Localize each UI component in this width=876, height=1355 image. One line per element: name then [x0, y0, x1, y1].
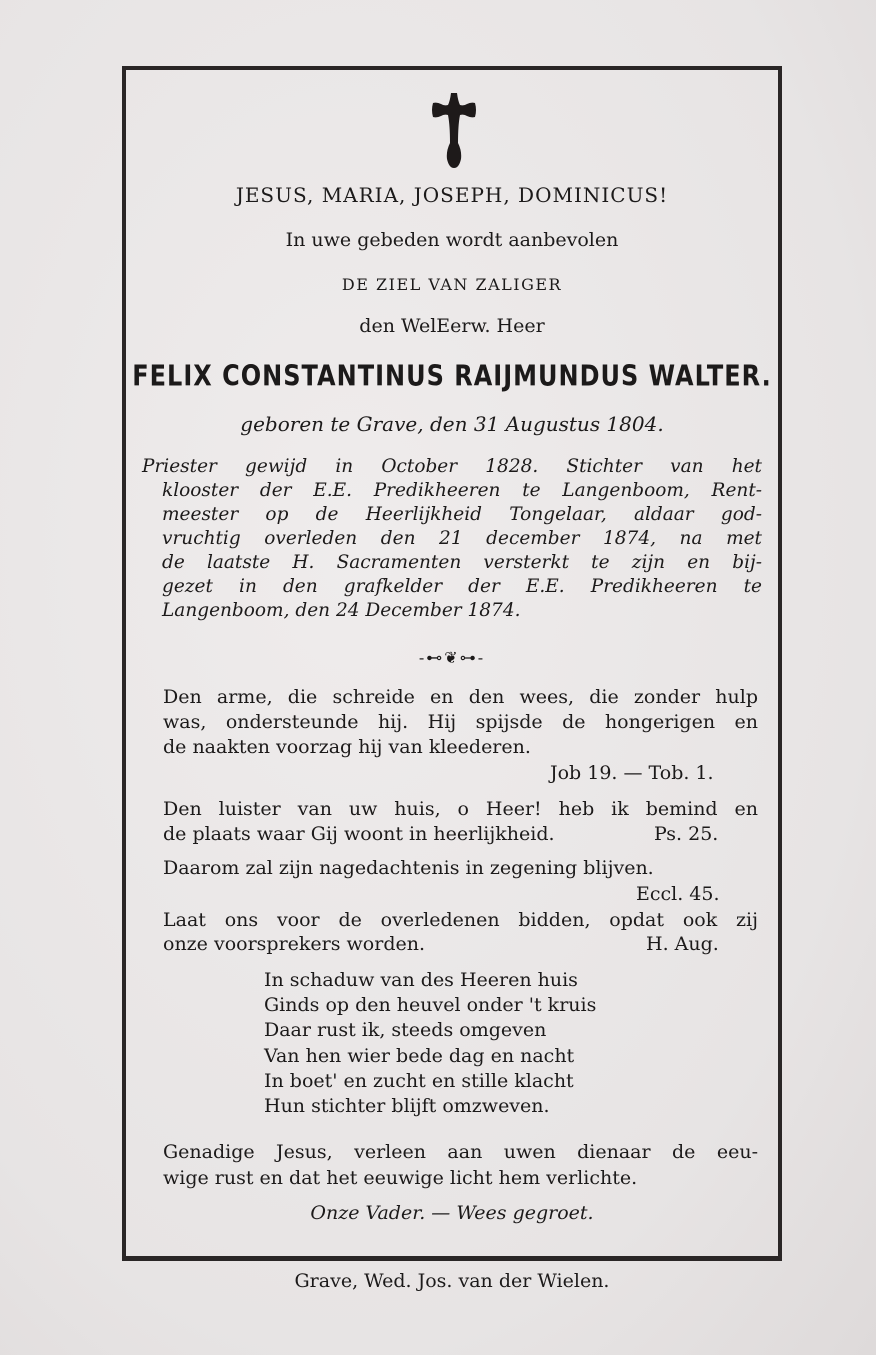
quote-line: de plaats waar Gij woont in heerlijkheid.	[163, 823, 555, 845]
clerical-title: den WelEerw. Heer	[359, 315, 545, 337]
bio-line: gezet in den grafkelder der E.E. Predikheeren te	[162, 576, 762, 597]
bio-line: meester op de Heerlijkheid Tongelaar, aldaar god-	[162, 504, 762, 525]
poem-line: Van hen wier bede dag en nacht	[264, 1045, 575, 1067]
quote-line: onze voorsprekers worden.	[163, 933, 426, 955]
quote-line: de naakten voorzag hij van kleederen.	[163, 736, 531, 758]
quote-line: Daarom zal zijn nagedachtenis in zegening blijven.	[163, 857, 654, 879]
quote-reference: Eccl. 45.	[636, 883, 720, 905]
cross-icon	[431, 93, 477, 168]
invocation: JESUS, MARIA, JOSEPH, DOMINICUS!	[235, 183, 669, 207]
bio-line: de laatste H. Sacramenten versterkt te zijn en bij-	[162, 552, 762, 573]
deceased-name: FELIX CONSTANTINUS RAIJMUNDUS WALTER.	[132, 359, 772, 393]
biography	[142, 455, 762, 623]
poem-line: Ginds op den heuvel onder 't kruis	[264, 994, 597, 1016]
closing-prayer-line: wige rust en dat het eeuwige licht hem verlichte.	[163, 1167, 638, 1189]
birth-line: geboren te Grave, den 31 Augustus 1804.	[240, 412, 664, 436]
poem-line: In boet' en zucht en stille klacht	[264, 1070, 574, 1092]
bio-line: Langenboom, den 24 December 1874.	[162, 600, 521, 621]
recommend-text: In uwe gebeden wordt aanbevolen	[285, 229, 619, 251]
soul-text: DE ZIEL VAN ZALIGER	[341, 275, 563, 294]
quote-reference: Job 19. — Tob. 1.	[550, 762, 714, 784]
poem-line: Hun stichter blijft omzweven.	[264, 1095, 550, 1117]
quote-line: Den arme, die schreide en den wees, die zonder hulp	[163, 686, 758, 708]
poem-line: In schaduw van des Heeren huis	[264, 969, 578, 991]
closing-prayer-line: Genadige Jesus, verleen aan uwen dienaar de eeu-	[163, 1141, 758, 1163]
poem-line: Daar rust ik, steeds omgeven	[264, 1019, 547, 1041]
bio-line: Priester gewijd in October 1828. Stichter van het	[142, 456, 762, 477]
quote-reference: H. Aug.	[646, 933, 719, 955]
prayers-line: Onze Vader. — Wees gegroet.	[310, 1202, 594, 1224]
printer-imprint: Grave, Wed. Jos. van der Wielen.	[294, 1270, 610, 1292]
quote-line: Laat ons voor de overledenen bidden, opdat ook zij	[163, 909, 758, 931]
bio-line: klooster der E.E. Predikheeren te Langenboom, Rent-	[162, 480, 762, 501]
quote-line: was, ondersteunde hij. Hij spijsde de hongerigen en	[163, 711, 758, 733]
bio-line: vruchtig overleden den 21 december 1874, na met	[162, 528, 762, 549]
quote-line: Den luister van uw huis, o Heer! heb ik bemind en	[163, 798, 758, 820]
ornament-divider: -⊷❦⊶-	[418, 648, 486, 667]
quote-reference: Ps. 25.	[654, 823, 719, 845]
